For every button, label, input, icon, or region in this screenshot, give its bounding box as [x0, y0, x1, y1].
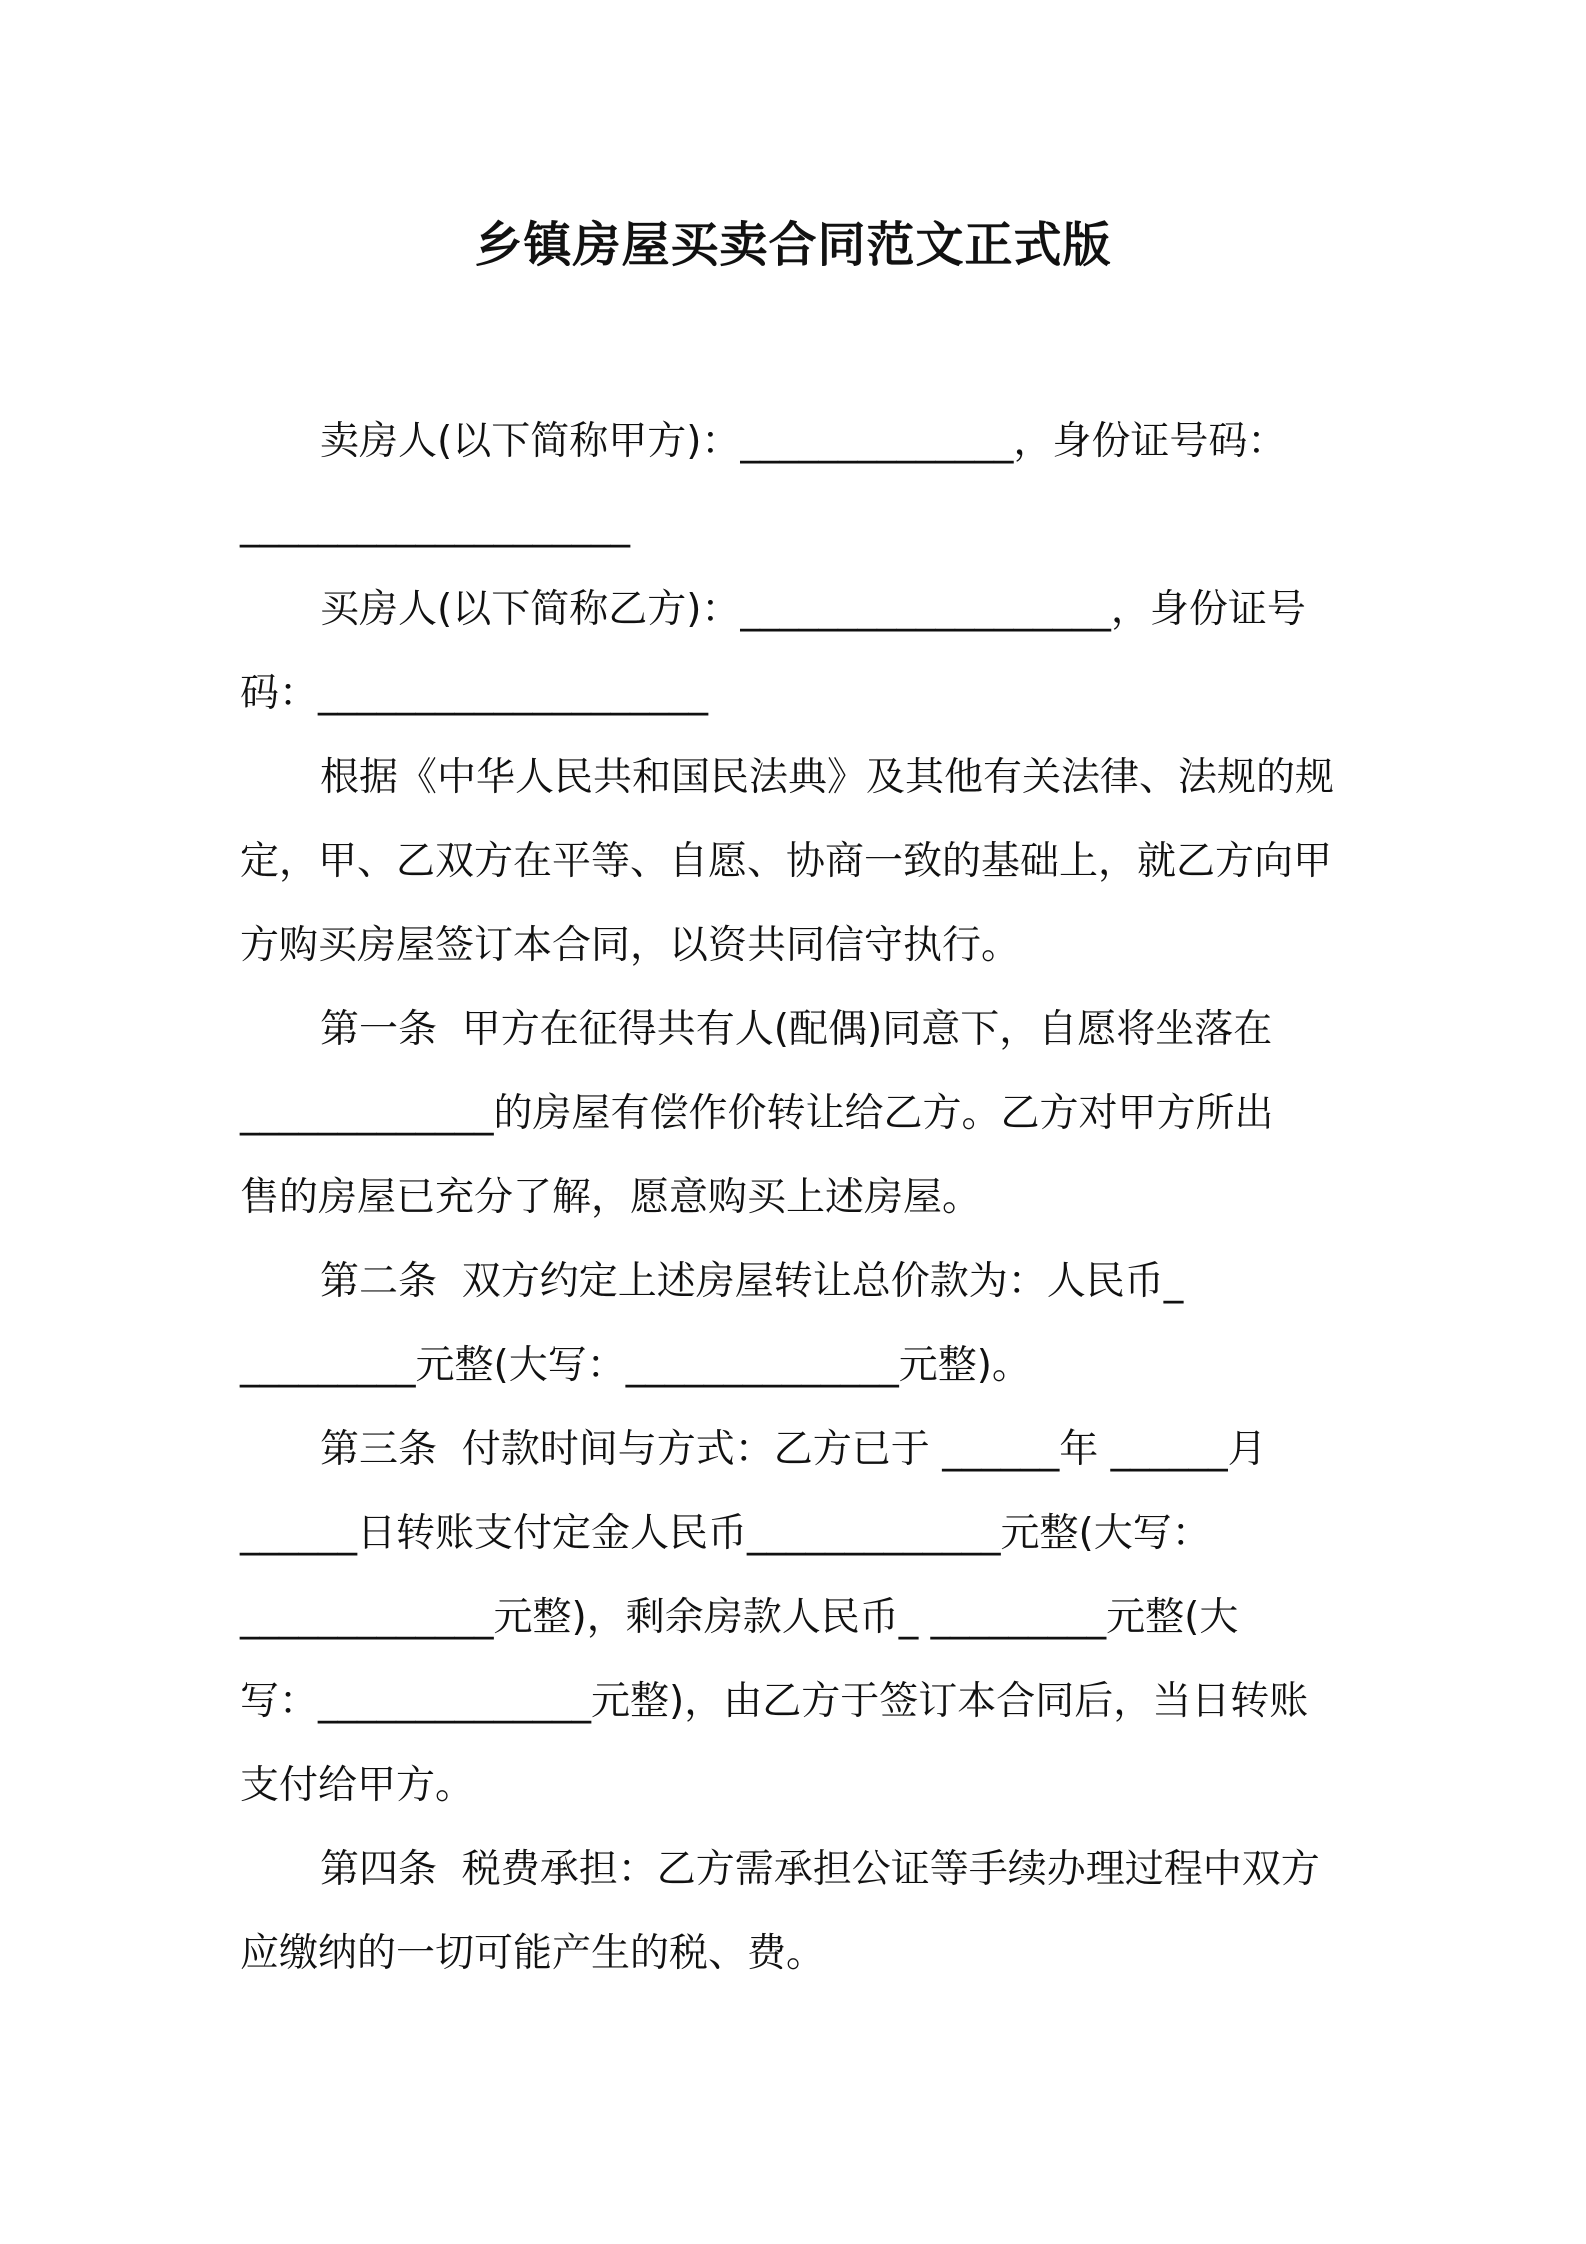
article-4-line-2: 应缴纳的一切可能产生的税、费。 [240, 1931, 826, 1976]
contract-body [240, 400, 1355, 1996]
seller-id-blank: ____________________ [240, 503, 630, 548]
article-1-line-3: 售的房屋已充分了解，愿意购买上述房屋。 [240, 1175, 982, 1220]
article-1-line-2: _____________的房屋有偿作价转让给乙方。乙方对甲方所出 [240, 1091, 1274, 1136]
article-3-line-5: 支付给甲方。 [240, 1763, 475, 1808]
article-2-line-1: 第二条 双方约定上述房屋转让总价款为：人民币_ [320, 1259, 1184, 1304]
article-3-line-3: _____________元整)，剩余房款人民币_ _________元整(大 [240, 1595, 1239, 1640]
preamble-line-2: 定，甲、乙双方在平等、自愿、协商一致的基础上，就乙方向甲 [240, 839, 1333, 884]
preamble-line-3: 方购买房屋签订本合同，以资共同信守执行。 [240, 923, 1021, 968]
preamble-line-1: 根据《中华人民共和国民法典》及其他有关法律、法规的规 [320, 755, 1335, 800]
article-4-line-1: 第四条 税费承担：乙方需承担公证等手续办理过程中双方 [320, 1847, 1320, 1892]
buyer-line: 买房人(以下简称乙方)：___________________，身份证号 [320, 587, 1306, 632]
article-3-line-4: 写：______________元整)，由乙方于签订本合同后，当日转账 [240, 1679, 1309, 1724]
article-1-line-1: 第一条 甲方在征得共有人(配偶)同意下，自愿将坐落在 [320, 1007, 1273, 1052]
buyer-id-line: 码：____________________ [240, 671, 709, 716]
seller-line: 卖房人(以下简称甲方)：______________，身份证号码： [320, 419, 1287, 464]
article-3-line-2: ______日转账支付定金人民币_____________元整(大写： [240, 1511, 1211, 1556]
article-3-line-1: 第三条 付款时间与方式：乙方已于 ______年 ______月 [320, 1427, 1267, 1472]
article-2-line-2: _________元整(大写：______________元整)。 [240, 1343, 1031, 1388]
document-title: 乡镇房屋买卖合同范文正式版 [474, 217, 1112, 273]
